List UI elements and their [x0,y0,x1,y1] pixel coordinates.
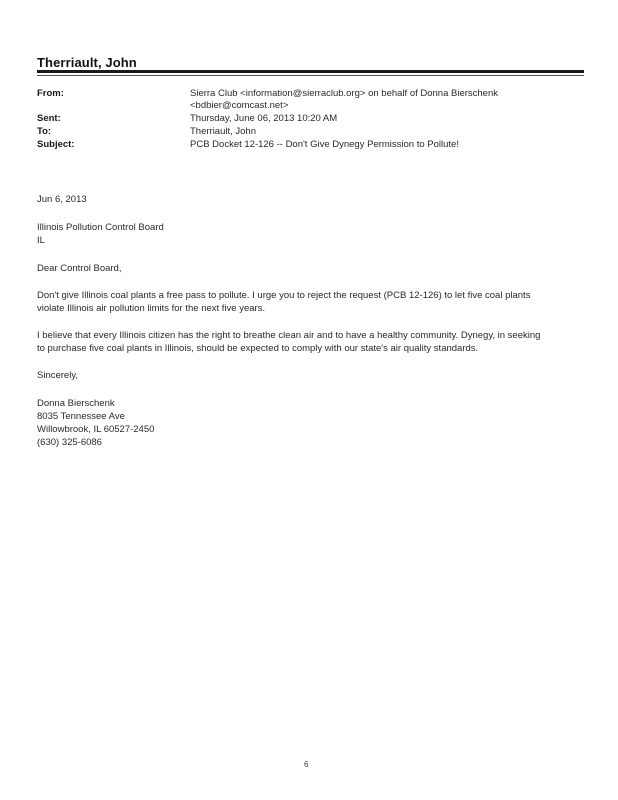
salutation: Dear Control Board, [37,263,122,274]
signature-phone: (630) 325-6086 [37,437,102,448]
recipient-line-2: IL [37,235,45,246]
closing: Sincerely, [37,370,79,381]
paragraph-2-line-2: to purchase five coal plants in Illinois, should be expected to comply with our state's air quality standards. [37,343,479,354]
subject-label: Subject: [37,139,75,150]
from-value-line1: Sierra Club <information@sierraclub.org> on behalf of Donna Bierschenk [190,88,499,99]
mailbox-owner-name: Therriault, John [37,55,137,70]
page-number: 6 [304,760,309,769]
to-label: To: [37,126,52,137]
paragraph-1-line-1: Don't give Illinois coal plants a free pass to pollute. I urge you to reject the request (PCB 12-126) to let five coal plants [37,290,531,301]
header-divider-thick [37,70,584,73]
signature-city: Willowbrook, IL 60527-2450 [37,424,155,435]
sent-value: Thursday, June 06, 2013 10:20 AM [190,113,338,124]
header-divider-thin [37,75,584,76]
subject-value: PCB Docket 12-126 -- Don't Give Dynegy Permission to Pollute! [190,139,459,150]
signature-street: 8035 Tennessee Ave [37,411,125,422]
paragraph-2-line-1: I believe that every Illinois citizen has the right to breathe clean air and to have a healthy community. Dynegy, in seeking [37,330,541,341]
signature-name: Donna Bierschenk [37,398,115,409]
from-value-line2: <bdbier@comcast.net> [190,100,289,111]
from-label: From: [37,88,64,99]
to-value: Therriault, John [190,126,257,137]
recipient-line-1: Illinois Pollution Control Board [37,222,164,233]
paragraph-1-line-2: violate Illinois air pollution limits for the next five years. [37,303,266,314]
sent-label: Sent: [37,113,61,124]
letter-date: Jun 6, 2013 [37,194,87,205]
